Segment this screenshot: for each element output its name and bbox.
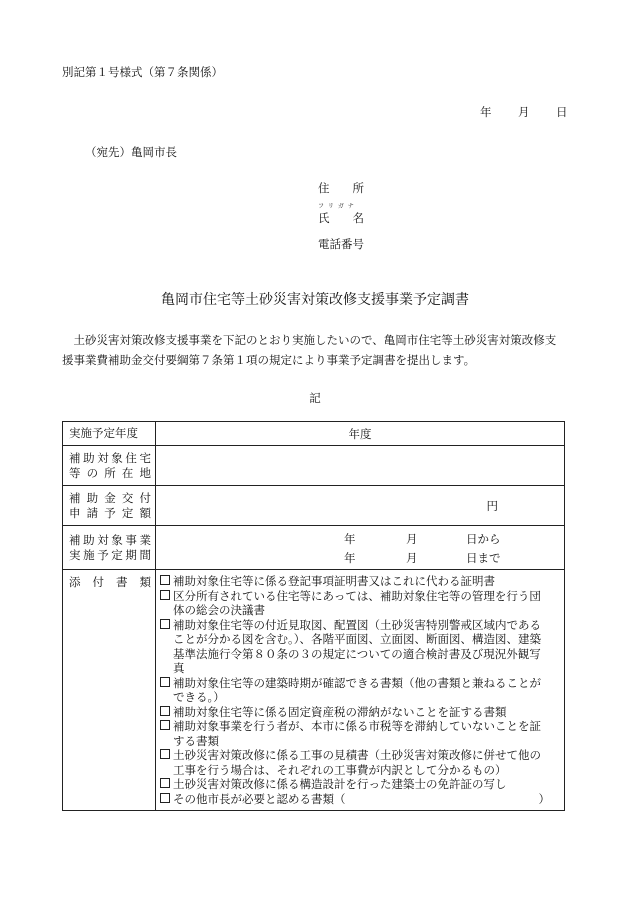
amount-field[interactable] — [156, 486, 565, 526]
attachment-item[interactable] — [160, 719, 550, 748]
applicant-name-label: 氏 名 — [318, 211, 364, 225]
period-to-month: 月 — [406, 550, 418, 565]
period-from-year: 年 — [344, 531, 356, 546]
applicant-furigana-label: フ リ ガ ナ — [318, 203, 355, 210]
checkbox-icon[interactable] — [160, 590, 170, 600]
row-amount — [63, 486, 565, 526]
ki-marker: 記 — [309, 391, 321, 405]
addressee: （宛先）亀岡市長 — [85, 145, 177, 159]
period-label — [63, 526, 156, 570]
intro-text: 土砂災害対策改修支援事業を下記のとおり実施したいので、亀岡市住宅等土砂災害対策改修支援事業費補助金交付要綱第７条第１項の規定により事業予定調書を提出します。 — [62, 333, 557, 367]
checkbox-icon[interactable] — [160, 706, 170, 716]
checkbox-icon[interactable] — [160, 749, 170, 759]
fiscal-year-label: 実施予定年度 — [63, 422, 156, 446]
location-field[interactable] — [156, 446, 565, 486]
period-to-suffix: 日まで — [466, 550, 501, 565]
date-field — [480, 104, 568, 120]
attachment-text: 補助対象住宅等に係る固定資産税の滞納がないことを証する書類 — [173, 704, 507, 719]
amount-unit: 円 — [486, 498, 498, 513]
row-attachments — [63, 570, 565, 811]
row-fiscal-year — [63, 422, 565, 446]
attachments-label-text: 添付書類 — [69, 575, 151, 589]
row-period — [63, 526, 565, 570]
attachment-item[interactable] — [160, 574, 550, 589]
form-number: 別記第１号様式（第７条関係） — [62, 65, 223, 79]
row-location — [63, 446, 565, 486]
period-field[interactable] — [156, 526, 565, 570]
form-table — [62, 421, 565, 811]
document-title: 亀岡市住宅等土砂災害対策改修支援事業予定調書 — [161, 292, 469, 308]
attachment-item[interactable] — [160, 705, 550, 720]
attachment-text: 区分所有されている住宅等にあっては、補助対象住宅等の管理を行う団体の総会の決議書 — [173, 588, 541, 617]
attachment-item[interactable] — [160, 676, 550, 705]
attachment-text: 補助対象住宅等に係る登記事項証明書又はこれに代わる証明書 — [173, 574, 495, 588]
checkbox-icon[interactable] — [160, 575, 170, 585]
checkbox-icon[interactable] — [160, 720, 170, 730]
checkbox-icon[interactable] — [160, 778, 170, 788]
applicant-phone-label: 電話番号 — [318, 237, 364, 251]
location-label-line1: 補助対象住宅 — [69, 450, 151, 465]
attachments-label — [63, 570, 156, 811]
location-label — [63, 446, 156, 486]
amount-label — [63, 486, 156, 526]
intro-paragraph — [62, 330, 567, 370]
attachment-text: 土砂災害対策改修に係る構造設計を行った建築士の免許証の写し — [173, 777, 507, 791]
attachment-item[interactable] — [160, 589, 550, 618]
date-month-label: 月 — [518, 105, 530, 119]
amount-label-line2: 申請予定額 — [69, 505, 151, 520]
period-from-suffix: 日から — [466, 531, 501, 546]
other-closing-paren: ） — [538, 791, 550, 806]
attachment-item[interactable] — [160, 618, 550, 676]
period-label-line2: 実施予定期間 — [69, 547, 151, 562]
attachment-text: 補助対象事業を行う者が、本市に係る市税等を滞納していないことを証する書類 — [173, 719, 541, 748]
amount-label-line1: 補助金交付 — [69, 490, 151, 505]
attachment-text: 補助対象住宅等の建築時期が確認できる書類（他の書類と兼ねることができる。） — [173, 675, 541, 704]
attachment-item[interactable] — [160, 777, 550, 792]
applicant-address-label: 住 所 — [318, 181, 364, 195]
checkbox-icon[interactable] — [160, 619, 170, 629]
attachment-item[interactable] — [160, 748, 550, 777]
attachments-list — [156, 570, 565, 811]
date-year-label: 年 — [480, 105, 492, 119]
date-day-label: 日 — [556, 105, 568, 119]
fiscal-year-unit: 年度 — [348, 426, 372, 441]
checkbox-icon[interactable] — [160, 793, 170, 803]
attachment-text: 土砂災害対策改修に係る工事の見積書（土砂災害対策改修に併せて他の工事を行う場合は、それぞれの工事費が内訳として分かるもの） — [173, 748, 541, 777]
period-from-month: 月 — [406, 531, 418, 546]
attachment-text: 補助対象住宅等の付近見取図、配置図（土砂災害特別警戒区域内であることが分かる図を含む。）、各階平面図、立面図、断面図、構造図、建築基準法施行令第８０条の３の規定についての適合検討書及び現況外観写真 — [173, 617, 541, 675]
attachment-text: その他市長が必要と認める書類（ — [173, 791, 346, 806]
period-label-line1: 補助対象事業 — [69, 532, 151, 547]
attachment-item-other[interactable] — [160, 792, 550, 807]
period-to-year: 年 — [344, 550, 356, 565]
fiscal-year-field[interactable] — [156, 422, 565, 446]
checkbox-icon[interactable] — [160, 677, 170, 687]
location-label-line2: 等の所在地 — [69, 465, 151, 480]
